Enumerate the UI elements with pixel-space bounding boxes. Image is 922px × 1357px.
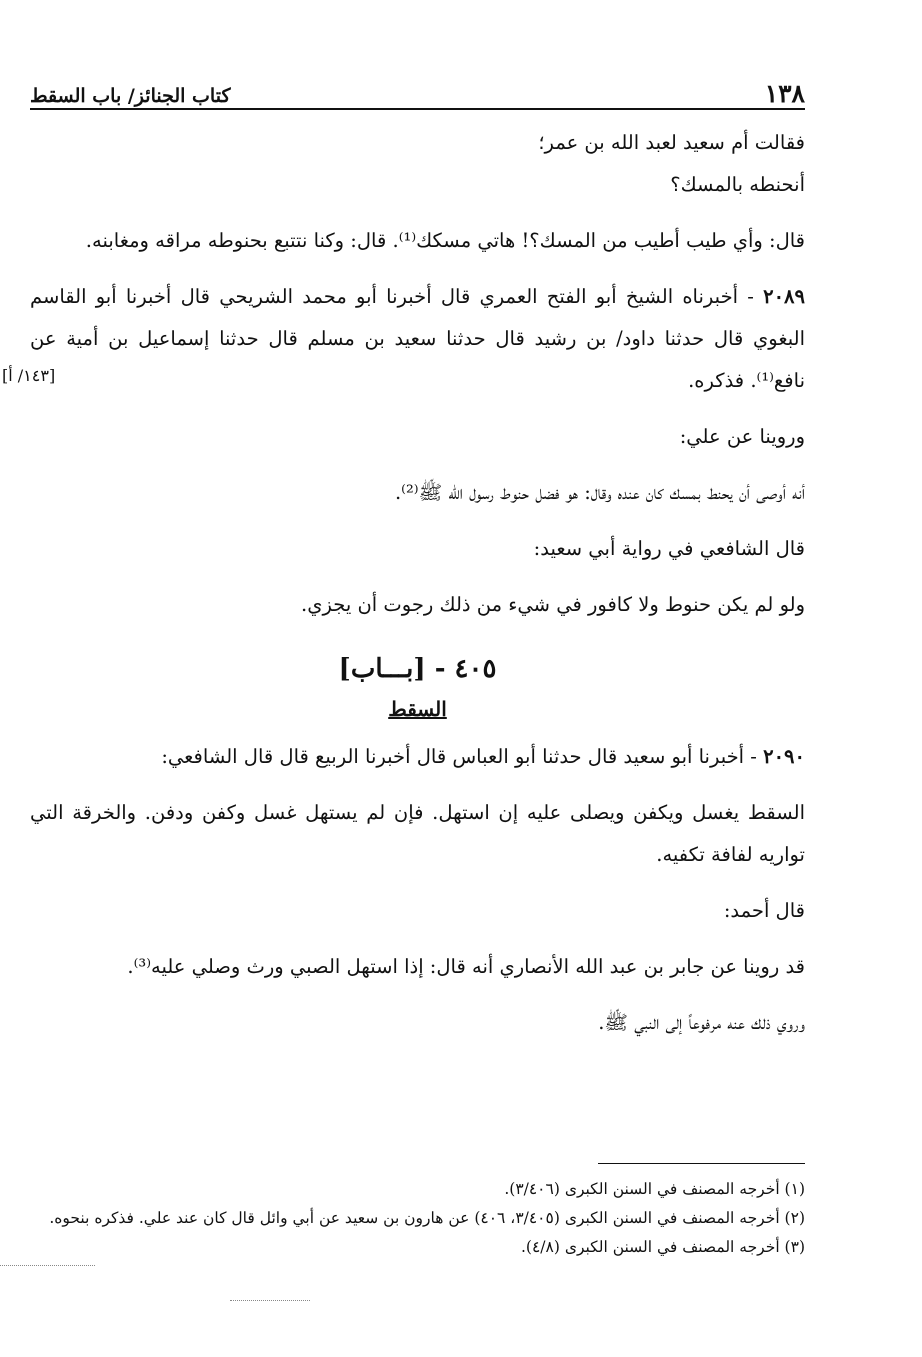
- footnote-1: (١) أخرجه المصنف في السنن الكبرى (٣/٤٠٦).: [504, 1180, 805, 1198]
- paragraph-11: قد روينا عن جابر بن عبد الله الأنصاري أنه قال: إذا استهل الصبي ورث وصلي عليه⁽³⁾.: [127, 955, 805, 978]
- paragraph-1-line-2: أنحنطه بالمسك؟: [670, 173, 805, 196]
- chapter-heading: ٤٠٥ - [بـــاب]: [338, 654, 497, 684]
- footnote-3: (٣) أخرجه المصنف في السنن الكبرى (٤/٨).: [520, 1238, 805, 1256]
- book-page: [30, 60, 805, 1330]
- hadith-number-2089: ٢٠٨٩: [763, 285, 805, 308]
- paragraph-1-line-1: فقالت أم سعيد لعبد الله بن عمر؛: [538, 131, 805, 154]
- running-title: كتاب الجنائز/ باب السقط: [30, 85, 231, 107]
- paragraph-1: [30, 122, 805, 206]
- header-rule: [30, 108, 805, 110]
- footnote-rule: [598, 1163, 805, 1164]
- chapter-subheading: السقط: [388, 697, 447, 721]
- scan-artifact-line: [230, 1300, 310, 1301]
- paragraph-hadith-2089: [30, 276, 805, 402]
- hadith-text-2090: - أخبرنا أبو سعيد قال حدثنا أبو العباس قال أخبرنا الربيع قال قال الشافعي:: [161, 745, 757, 768]
- footnotes: [30, 1175, 805, 1262]
- paragraph-2: قال: وأي طيب أطيب من المسك؟! هاتي مسكك⁽¹⁾. قال: وكنا نتتبع بحنوطه مراقه ومغابنه.: [85, 229, 805, 252]
- paragraph-9: السقط يغسل ويكفن ويصلى عليه إن استهل. فإن لم يستهل غسل وكفن ودفن. والخرقة التي تواريه لفافة تكفيه.: [30, 801, 805, 866]
- hadith-text-2089: - أخبرناه الشيخ أبو الفتح العمري قال أخبرنا أبو محمد الشريحي قال أخبرنا أبو القاسم البغوي قال حدثنا داود/ بن رشيد قال حدثنا سعيد بن مسلم قال حدثنا إسماعيل بن أمية عن نافع⁽¹⁾. فذكره.: [30, 285, 805, 392]
- hadith-number-2090: ٢٠٩٠: [763, 745, 805, 768]
- paragraph-10: قال أحمد:: [723, 899, 805, 922]
- paragraph-12: وروي ذلك عنه مرفوعاً إلى النبي ﷺ.: [598, 1011, 805, 1034]
- page-header: [30, 70, 805, 106]
- manuscript-folio-note: [١٤٣/ أ]: [2, 366, 56, 385]
- paragraph-6: قال الشافعي في رواية أبي سعيد:: [533, 537, 805, 560]
- page-number: ١٣٨: [764, 79, 805, 108]
- footnote-2: (٢) أخرجه المصنف في السنن الكبرى (٣/٤٠٥، ٤٠٦) عن هارون بن سعيد عن أبي وائل قال كان عند علي. فذكره بنحوه.: [49, 1209, 805, 1227]
- paragraph-hadith-2090: [30, 736, 805, 778]
- main-text: [30, 122, 805, 1058]
- paragraph-4: وروينا عن علي:: [679, 425, 805, 448]
- paragraph-7: ولو لم يكن حنوط ولا كافور في شيء من ذلك رجوت أن يجزي.: [301, 593, 805, 616]
- scan-artifact-line: [0, 1265, 95, 1266]
- paragraph-5: أنه أوصى أن يحنط بمسك كان عنده وقال: هو فضل حنوط رسول الله ﷺ⁽²⁾.: [394, 481, 805, 504]
